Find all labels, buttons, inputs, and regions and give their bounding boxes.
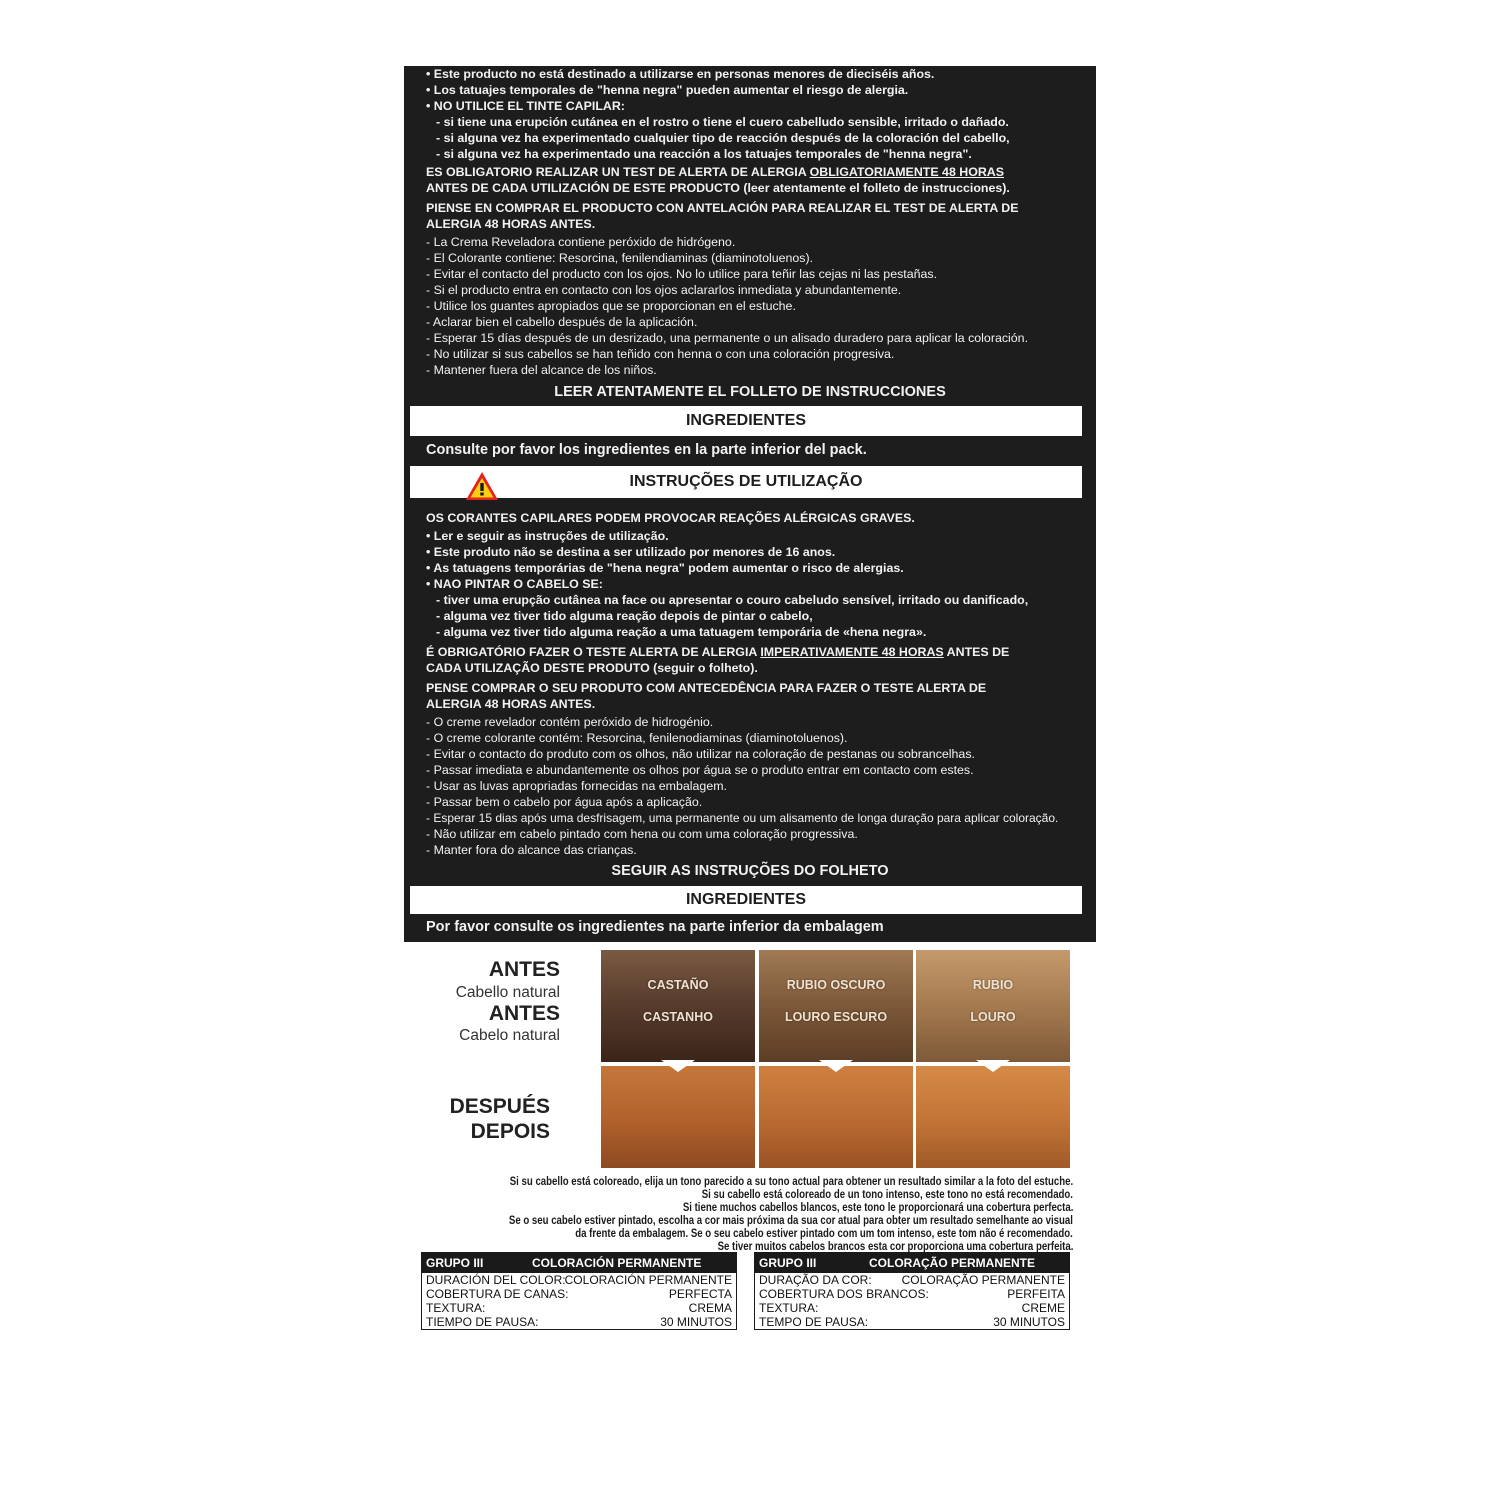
es-mandatory-test xyxy=(426,164,1004,180)
es-dash-item: - No utilizar si sus cabellos se han teñido con henna o con una coloración progresiva. xyxy=(426,347,895,361)
pt-dash-item: - Esperar 15 dias após uma desfrisagem, uma permanente ou um alisamento de longa duração para aplicar coloração. xyxy=(426,811,1059,825)
es-dash-item: - Utilice los guantes apropiados que se proporcionan en el estuche. xyxy=(426,299,796,313)
table-value: CREMA xyxy=(688,1301,732,1315)
es-mandatory-text: ES OBLIGATORIO REALIZAR UN TEST DE ALERTA DE ALERGIA xyxy=(426,165,810,179)
pt-advance: ALERGIA 48 HORAS ANTES. xyxy=(426,697,596,711)
es-bullet: • Este producto no está destinado a utilizarse en personas menores de dieciséis años. xyxy=(426,67,935,81)
swatch-label-es: RUBIO xyxy=(972,978,1014,992)
pt-mandatory-tail: ANTES DE xyxy=(943,645,1010,659)
pt-ingredients-text: Por favor consulte os ingredientes na parte inferior da embalagem xyxy=(426,919,884,935)
table-row xyxy=(755,1301,1069,1315)
es-ingredients-text: Consulte por favor los ingredientes en la parte inferior del pack. xyxy=(426,442,867,458)
es-dash-item: - Aclarar bien el cabello después de la aplicación. xyxy=(426,315,698,329)
es-dash-item: - Evitar el contacto del producto con los ojos. No lo utilice para teñir las cejas ni las pestañas. xyxy=(426,267,938,281)
es-dash-item: - Esperar 15 días después de un desrizado, una permanente o un alisado duradero para aplicar la coloración. xyxy=(426,331,1029,345)
es-advance: ALERGIA 48 HORAS ANTES. xyxy=(426,217,596,231)
table-key: TIEMPO DE PAUSA: xyxy=(426,1315,539,1329)
table-value: 30 MINUTOS xyxy=(660,1315,732,1329)
before-label-es: ANTES xyxy=(488,958,560,981)
table-key: DURACIÓN DEL COLOR: xyxy=(426,1273,566,1287)
pt-advance: PENSE COMPRAR O SEU PRODUTO COM ANTECEDÊNCIA PARA FAZER O TESTE ALERTA DE xyxy=(426,681,987,695)
product-table-pt xyxy=(754,1252,1070,1330)
table-value: PERFEITA xyxy=(1007,1287,1065,1301)
swatch-label-pt: LOURO xyxy=(970,1010,1016,1024)
pt-bullet: • As tatuagens temporárias de "hena negra" podem aumentar o risco de alergias. xyxy=(426,561,904,575)
table-key: COBERTURA DOS BRANCOS: xyxy=(759,1287,929,1301)
pt-dash-item: - Usar as luvas apropriadas fornecidas na embalagem. xyxy=(426,779,727,793)
swatch-label-es: RUBIO OSCURO xyxy=(786,978,886,992)
es-read-leaflet: LEER ATENTAMENTE EL FOLLETO DE INSTRUCCIONES xyxy=(554,384,946,400)
pt-bullet: • NAO PINTAR O CABELO SE: xyxy=(426,577,603,591)
pt-mandatory-emphasis: IMPERATIVAMENTE 48 HORAS xyxy=(760,645,944,659)
es-sub-item: - si tiene una erupción cutánea en el rostro o tiene el cuero cabelludo sensible, irritado o dañado. xyxy=(436,115,1009,129)
pt-dash-item: - Manter fora do alcance das crianças. xyxy=(426,843,637,857)
pt-sub-item: - tiver uma erupção cutânea na face ou apresentar o couro cabeludo sensível, irritado ou danificado, xyxy=(436,593,1029,607)
pt-dash-item: - O creme revelador contém peróxido de hidrogénio. xyxy=(426,715,714,729)
after-label-es: DESPUÉS xyxy=(449,1095,550,1118)
swatch-after-1 xyxy=(601,1066,755,1168)
table-row xyxy=(755,1315,1069,1329)
before-label-pt: ANTES xyxy=(488,1002,560,1025)
pt-mandatory-test xyxy=(426,644,1009,660)
table-row xyxy=(755,1287,1069,1301)
swatch-label-pt: CASTANHO xyxy=(643,1010,713,1024)
pt-mandatory-text: É OBRIGATÓRIO FAZER O TESTE ALERTA DE ALERGIA xyxy=(426,645,761,659)
after-label-pt: DEPOIS xyxy=(470,1120,550,1143)
note-line: da frente da embalagem. Se o seu cabelo estiver pintado com um tom intenso, este tom não é recomendado. xyxy=(575,1226,1073,1240)
table-group: GRUPO III xyxy=(426,1256,484,1270)
table-key: TEXTURA: xyxy=(426,1301,486,1315)
swatch-after-2 xyxy=(759,1066,913,1168)
es-advance: PIENSE EN COMPRAR EL PRODUCTO CON ANTELACIÓN PARA REALIZAR EL TEST DE ALERTA DE xyxy=(426,201,1019,215)
swatch-before-brown xyxy=(601,950,755,1062)
pt-dash-item: - Passar bem o cabelo por água após a aplicação. xyxy=(426,795,703,809)
warning-triangle-icon xyxy=(464,470,500,502)
table-value: COLORAÇÃO PERMANENTE xyxy=(901,1273,1065,1287)
note-line: Si su cabello está coloreado de un tono intenso, este tono no está recomendado. xyxy=(701,1187,1073,1201)
es-mandatory-emphasis: OBLIGATORIAMENTE 48 HORAS xyxy=(809,165,1005,179)
note-line: Si tiene muchos cabellos blancos, este tono le proporcionará una cobertura perfecta. xyxy=(682,1200,1073,1214)
table-value: CREME xyxy=(1021,1301,1065,1315)
note-line: Se tiver muitos cabelos brancos esta cor proporciona uma cobertura perfeita. xyxy=(717,1239,1073,1253)
table-key: DURAÇÃO DA COR: xyxy=(759,1273,872,1287)
swatch-label-pt: LOURO ESCURO xyxy=(784,1010,888,1024)
pt-headline: OS CORANTES CAPILARES PODEM PROVOCAR REAÇÕES ALÉRGICAS GRAVES. xyxy=(426,511,915,525)
es-ingredients-title: INGREDIENTES xyxy=(410,406,1082,436)
table-key: COBERTURA DE CANAS: xyxy=(426,1287,569,1301)
pt-dash-item: - Não utilizar em cabelo pintado com hena ou com uma coloração progressiva. xyxy=(426,827,858,841)
pt-bullet: • Este produto não se destina a ser utilizado por menores de 16 anos. xyxy=(426,545,836,559)
table-group: GRUPO III xyxy=(759,1256,817,1270)
pt-follow-leaflet: SEGUIR AS INSTRUÇÕES DO FOLHETO xyxy=(611,863,889,879)
es-sub-item: - si alguna vez ha experimentado una reacción a los tatuajes temporales de "henna negra". xyxy=(436,147,972,161)
pt-ingredients-title: INGREDIENTES xyxy=(410,886,1082,914)
table-row xyxy=(422,1301,736,1315)
pt-dash-item: - O creme colorante contém: Resorcina, fenilenodiaminas (diaminotoluenos). xyxy=(426,731,848,745)
before-sub-es: Cabello natural xyxy=(455,984,560,1001)
table-row xyxy=(755,1273,1069,1287)
product-table-es xyxy=(421,1252,737,1330)
table-key: TEXTURA: xyxy=(759,1301,819,1315)
before-sub-pt: Cabelo natural xyxy=(459,1027,560,1044)
chevron-down-icon xyxy=(976,1060,1010,1074)
swatch-before-dark-blonde xyxy=(759,950,913,1062)
table-row xyxy=(422,1315,736,1329)
pt-dash-item: - Evitar o contacto do produto com os olhos, não utilizar na coloração de pestanas ou sobrancelhas. xyxy=(426,747,975,761)
table-key: TEMPO DE PAUSA: xyxy=(759,1315,869,1329)
es-dash-item: - Mantener fuera del alcance de los niños. xyxy=(426,363,657,377)
chevron-down-icon xyxy=(819,1060,853,1074)
swatch-label-es: CASTAÑO xyxy=(647,978,709,992)
swatch-after-3 xyxy=(916,1066,1070,1168)
table-row xyxy=(422,1287,736,1301)
table-value: 30 MINUTOS xyxy=(993,1315,1065,1329)
table-value: COLORACIÓN PERMANENTE xyxy=(564,1273,732,1287)
es-bullet: • NO UTILICE EL TINTE CAPILAR: xyxy=(426,99,625,113)
es-bullet: • Los tatuajes temporales de "henna negra" pueden aumentar el riesgo de alergia. xyxy=(426,83,909,97)
pt-sub-item: - alguma vez tiver tido alguma reação depois de pintar o cabelo, xyxy=(436,609,813,623)
chevron-down-icon xyxy=(661,1060,695,1074)
pt-sub-item: - alguma vez tiver tido alguma reação a uma tatuagem temporária de «hena negra». xyxy=(436,625,927,639)
pt-instructions-title: INSTRUÇÕES DE UTILIZAÇÃO xyxy=(629,473,863,490)
note-line: Se o seu cabelo estiver pintado, escolha a cor mais próxima da sua cor atual para obter um resultado semelhante ao visual xyxy=(509,1213,1073,1227)
es-dash-item: - La Crema Reveladora contiene peróxido de hidrógeno. xyxy=(426,235,736,249)
note-line: Si su cabello está coloreado, elija un tono parecido a su tono actual para obtener un resultado similar a la foto del estuche. xyxy=(509,1174,1073,1188)
table-row xyxy=(422,1273,736,1287)
warnings-panel xyxy=(404,66,1096,942)
pt-instructions-band xyxy=(410,466,1082,498)
table-header xyxy=(755,1253,1069,1273)
es-dash-item: - Si el producto entra en contacto con los ojos aclararlos inmediata y abundantemente. xyxy=(426,283,902,297)
table-type: COLORAÇÃO PERMANENTE xyxy=(869,1256,1036,1270)
table-value: PERFECTA xyxy=(668,1287,732,1301)
pt-dash-item: - Passar imediata e abundantemente os olhos por água se o produto entrar em contacto com estes. xyxy=(426,763,974,777)
pt-mandatory-test-2: CADA UTILIZAÇÃO DESTE PRODUTO (seguir o folheto). xyxy=(426,661,758,675)
es-sub-item: - si alguna vez ha experimentado cualquier tipo de reacción después de la coloración del cabello, xyxy=(436,131,1010,145)
table-type: COLORACIÓN PERMANENTE xyxy=(532,1256,702,1270)
es-mandatory-test-2: ANTES DE CADA UTILIZACIÓN DE ESTE PRODUCTO (leer atentamente el folleto de instrucciones). xyxy=(426,181,1010,195)
es-dash-item: - El Colorante contiene: Resorcina, fenilendiaminas (diaminotoluenos). xyxy=(426,251,814,265)
pt-bullet: • Ler e seguir as instruções de utilização. xyxy=(426,529,669,543)
table-header xyxy=(422,1253,736,1273)
swatch-before-blonde xyxy=(916,950,1070,1062)
